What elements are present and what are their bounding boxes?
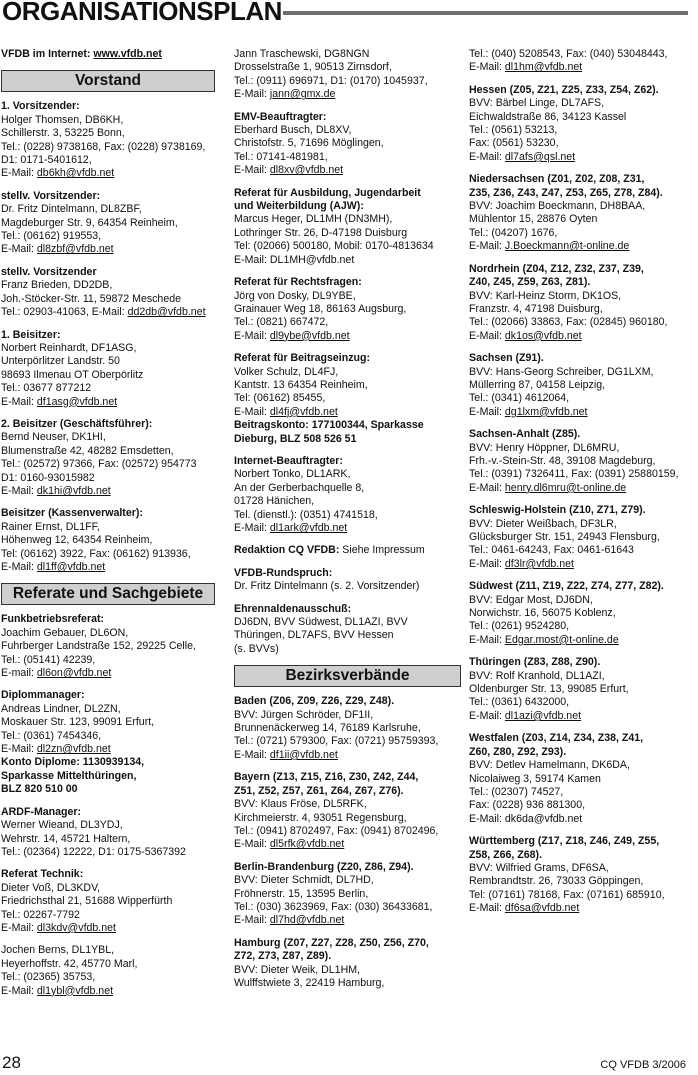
entry-line: Tel.: (0261) 9524280, [469, 620, 570, 633]
entry-line: Tel.: (0561) 53213, [469, 124, 558, 137]
entry-line: Tel.: 03677 877212 [1, 382, 92, 395]
email-line [469, 240, 698, 253]
email-link[interactable]: dl1hm@vfdb.net [504, 61, 583, 74]
entry-line: Rembrandtstr. 26, 73033 Göppingen, [469, 875, 644, 888]
entry-line: Franz Brieden, DD2DB, [1, 279, 113, 292]
org-entry [1, 613, 229, 680]
entry-line: Tel.: (0361) 7454346, [1, 729, 102, 742]
internet-label: VFDB im Internet: [1, 48, 91, 60]
entry-heading: Referat für Beitragseinzug: [234, 352, 370, 365]
org-entry [469, 656, 698, 723]
email-line [469, 61, 698, 74]
email-label: E-Mail: [234, 88, 270, 101]
entry-line: Frh.-v.-Stein-Str. 48, 39108 Magdeburg, [469, 454, 656, 467]
entry-line: BVV: Hans-Georg Schreiber, DG1LXM, [469, 365, 654, 378]
email-label: E-Mail: [1, 743, 37, 756]
entry-heading: Niedersachsen (Z01, Z02, Z08, Z31, [469, 173, 645, 186]
entry-line: Dieter Voß, DL3KDV, [1, 881, 101, 894]
entry-heading: Baden (Z06, Z09, Z26, Z29, Z48). [234, 695, 395, 708]
email-label: E-Mail: [469, 405, 505, 418]
redaktion-label: Redaktion CQ VFDB: [234, 544, 340, 557]
entry-line: BVV: Edgar Most, DJ6DN, [469, 593, 593, 606]
email-link[interactable]: dl6on@vfdb.net [36, 667, 112, 680]
account-line: Dieburg, BLZ 508 526 51 [234, 432, 357, 445]
org-entry [469, 173, 698, 253]
column-1 [1, 48, 229, 1007]
email-label: E-Mail: [469, 61, 505, 74]
entry-heading: Z58, Z66, Z68). [469, 848, 543, 861]
entry-line: BVV: Dieter Schmidt, DL7HD, [234, 874, 374, 887]
email-line [469, 558, 698, 571]
email-link[interactable]: dl9ybe@vfdb.net [269, 329, 350, 342]
entry-line: Unterpörlitzer Landstr. 50 [1, 355, 120, 368]
entry-heading: Sachsen-Anhalt (Z85). [469, 428, 581, 441]
email-link[interactable]: jann@gmx.de [269, 88, 336, 101]
email-link[interactable]: dl1ff@vfdb.net [36, 561, 106, 573]
email-label: E-Mail: [1, 167, 37, 180]
entry-line: Tel.: (0821) 667472, [234, 316, 329, 329]
entry-line: Werner Wieand, DL3YDJ, [1, 819, 123, 832]
email-link[interactable]: dl8xv@vfdb.net [269, 164, 344, 177]
email-link[interactable]: dl7afs@qsl.net [504, 150, 576, 163]
entry-line: Tel.: (0911) 696971, D1: (0170) 1045937, [234, 74, 428, 87]
entry-line: Tel.: (02364) 12222, D1: 0175-5367392 [1, 845, 186, 858]
entry-line: Moskauer Str. 123, 99091 Erfurt, [1, 716, 155, 729]
org-entry [469, 732, 698, 826]
entry-line: D1: 0160-93015982 [1, 471, 95, 484]
vorstand-list [1, 100, 229, 574]
email-label: E-Mail: [234, 914, 270, 927]
email-line [1, 561, 229, 574]
referate-list-continued [234, 111, 464, 536]
email-label: E-Mail: [469, 633, 505, 646]
entry-line: Tel.: (0361) 6432000, [469, 696, 570, 709]
email-link[interactable]: dl1azi@vfdb.net [504, 709, 582, 722]
email-link[interactable]: dl8zbf@vfdb.net [36, 243, 114, 256]
org-entry [1, 100, 229, 180]
entry-heading: Diplommanager: [1, 689, 85, 702]
account-line: Beitragskonto: 177100344, Sparkasse [234, 419, 424, 432]
entry-line: Tel.: (02365) 35753, [1, 971, 96, 984]
entry-line: Tel.: 02267-7792 [1, 908, 80, 921]
email-label: E-mail: [1, 667, 37, 680]
entry-line: Mühlentor 15, 28876 Oyten [469, 213, 598, 226]
redaktion-entry [234, 544, 464, 557]
org-entry [469, 263, 698, 343]
title-rule [283, 11, 688, 15]
entry-line: Tel.: (05141) 42239, [1, 653, 96, 666]
email-line [234, 164, 464, 177]
email-line [1, 396, 229, 409]
entry-heading: Funkbetriebsreferat: [1, 613, 105, 626]
entry-line: Tel: (07161) 78168, Fax: (07161) 685910, [469, 888, 665, 901]
account-line: BLZ 820 510 00 [1, 783, 78, 796]
entry-line: Tel.: (0721) 579300, Fax: (0721) 95759393, [234, 735, 439, 748]
email-link[interactable]: dl5rfk@vfdb.net [269, 838, 345, 851]
entry-heading: 2. Beisitzer (Geschäftsführer): [1, 417, 153, 430]
entry-heading: Westfalen (Z03, Z14, Z34, Z38, Z41, [469, 732, 644, 745]
email-line [469, 482, 698, 495]
email-line [1, 306, 229, 319]
org-entry [1, 689, 229, 796]
org-entry [234, 352, 464, 446]
entry-line: Fröhnerstr. 15, 13595 Berlin, [234, 887, 369, 900]
entry-line: Tel.: (04207) 1676, [469, 226, 558, 239]
email-link[interactable]: J.Boeckmann@t-online.de [504, 240, 630, 253]
entry-line: Fax: (0228) 936 881300, [469, 799, 586, 812]
entry-line: BVV: Dieter Weik, DL1HM, [234, 963, 360, 976]
email-link[interactable]: dl4fj@vfdb.net [269, 405, 338, 418]
entry-line: Magdeburger Str. 9, 64354 Reinheim, [1, 216, 178, 229]
entry-heading: stellv. Vorsitzender: [1, 189, 101, 202]
column-2 [234, 48, 464, 999]
email-line [1, 743, 229, 756]
entry-line: BVV: Rolf Kranhold, DL1AZI, [469, 669, 605, 682]
email-line [1, 922, 229, 935]
magazine-issue: CQ VFDB 3/2006 [600, 1059, 686, 1071]
email-label: E-Mail: [469, 329, 505, 342]
entry-heading: Z40, Z45, Z59, Z63, Z81). [469, 276, 591, 289]
email-line [469, 406, 698, 419]
entry-heading: Sachsen (Z91). [469, 352, 544, 365]
entry-line: Tel. (dienstl.): (0351) 4741518, [234, 508, 378, 521]
email-line [234, 406, 464, 419]
org-entry [234, 567, 464, 594]
email-line [234, 522, 464, 535]
email-link[interactable]: df6sa@vfdb.net [504, 902, 580, 915]
entry-line: BVV: Detlev Hamelmann, DK6DA, [469, 759, 630, 772]
entry-line: Eberhard Busch, DL8XV, [234, 124, 352, 137]
page-title: ORGANISATIONSPLAN [2, 0, 282, 26]
entry-line: Grainauer Weg 18, 86163 Augsburg, [234, 302, 407, 315]
email-label: Tel.: 02903-41063, E-Mail: [1, 306, 128, 319]
entry-heading: ARDF-Manager: [1, 805, 82, 818]
email-line [469, 151, 698, 164]
entry-line: 01728 Hänichen, [234, 495, 315, 508]
org-entry [234, 455, 464, 535]
org-entry [234, 187, 464, 267]
entry-line: Blumenstraße 42, 48282 Emsdetten, [1, 444, 174, 457]
email-line [1, 485, 229, 498]
email-label: E-Mail: [469, 150, 505, 163]
email-link[interactable]: dl2zn@vfdb.net [36, 743, 111, 756]
entry-heading: EMV-Beauftragter: [234, 110, 327, 123]
email-label: E-Mail: [1, 243, 37, 256]
email-link[interactable]: Edgar.most@t-online.de [504, 633, 619, 646]
entry-line: Tel: (06162) 3922, Fax: (06162) 913936, [1, 547, 191, 560]
org-entry [1, 868, 229, 935]
entry-heading: Thüringen (Z83, Z88, Z90). [469, 656, 601, 669]
entry-line: BVV: Bärbel Linge, DL7AFS, [469, 97, 605, 110]
email-line [469, 330, 698, 343]
entry-line: Tel.: (06162) 919553, [1, 230, 102, 243]
entry-heading: Beisitzer (Kassenverwalter): [1, 507, 143, 520]
entry-heading: Nordrhein (Z04, Z12, Z32, Z37, Z39, [469, 262, 644, 275]
entry-heading: VFDB-Rundspruch: [234, 566, 333, 579]
email-label: E-Mail: [234, 522, 270, 534]
entry-heading: Z35, Z36, Z43, Z47, Z53, Z65, Z78, Z84). [469, 186, 663, 199]
org-entry [1, 944, 229, 998]
org-entry [1, 806, 229, 860]
org-entry [1, 266, 229, 320]
email-link[interactable]: db6kh@vfdb.net [36, 167, 115, 180]
email-link[interactable]: henry.dl6mru@t-online.de [504, 481, 627, 494]
entry-line: BVV: Jürgen Schröder, DF1II, [234, 708, 374, 721]
continued-entry [234, 48, 464, 102]
entry-line: Glücksburger Str. 151, 24943 Flensburg, [469, 531, 660, 543]
org-entry [234, 111, 464, 178]
entry-line: Lothringer Str. 26, D-47198 Duisburg [234, 226, 408, 239]
entry-line: Kirchmeierstr. 4, 93051 Regensburg, [234, 811, 407, 824]
email-label: E-Mail: [1, 984, 37, 997]
org-entry [469, 504, 698, 571]
entry-line: Müllerring 87, 04158 Leipzig, [469, 378, 606, 391]
org-entry [1, 190, 229, 257]
org-entry [234, 695, 464, 762]
entry-heading: Referat Technik: [1, 868, 84, 881]
entry-line: Bernd Neuser, DK1HI, [1, 431, 106, 444]
section-heading-bezirksverbaende: Bezirksverbände [234, 665, 461, 687]
entry-line: Tel.: (0941) 8702497, Fax: (0941) 8702496, [234, 824, 439, 837]
entry-heading: Württemberg (Z17, Z18, Z46, Z49, Z55, [469, 835, 660, 848]
page-number: 28 [2, 1053, 21, 1072]
entry-heading: Hessen (Z05, Z21, Z25, Z33, Z54, Z62). [469, 83, 659, 96]
org-entry [469, 835, 698, 915]
entry-line: Oldenburger Str. 13, 99085 Erfurt, [469, 683, 629, 696]
entry-heading: 1. Vorsitzender: [1, 100, 80, 113]
entry-heading: Schleswig-Holstein (Z10, Z71, Z79). [469, 504, 646, 517]
entry-line: Norbert Reinhardt, DF1ASG, [1, 341, 137, 354]
entry-line: Holger Thomsen, DB6KH, [1, 113, 124, 126]
entry-line: Volker Schulz, DL4FJ, [234, 365, 339, 378]
entry-line: Norbert Tonko, DL1ARK, [234, 468, 351, 481]
entry-heading: Z51, Z52, Z57, Z61, Z64, Z67, Z76). [234, 784, 404, 797]
entry-line: Thüringen, DL7AFS, BVV Hessen [234, 629, 394, 642]
entry-line: Tel.: (02066) 33863, Fax: (02845) 960180, [469, 316, 668, 329]
entry-line: Franzstr. 4, 47198 Duisburg, [469, 302, 603, 315]
account-line: Konto Diplome: 1130939134, [1, 756, 145, 769]
entry-line: Fuhrberger Landstraße 152, 29225 Celle, [1, 640, 196, 653]
org-entry [1, 507, 229, 574]
email-line [234, 330, 464, 343]
entry-line: Joh.-Stöcker-Str. 11, 59872 Meschede [1, 292, 181, 305]
entry-line: E-Mail: DL1MH@vfdb.net [234, 253, 355, 266]
entry-line: Eichwaldstraße 86, 34123 Kassel [469, 110, 627, 123]
entry-heading: und Weiterbildung (AJW): [234, 200, 364, 213]
email-line [234, 838, 464, 851]
entry-line: Tel.: (02307) 74527, [469, 785, 564, 798]
entry-line: Norwichstr. 16, 56075 Koblenz, [469, 607, 616, 620]
entry-heading: Berlin-Brandenburg (Z20, Z86, Z94). [234, 860, 414, 873]
email-label: E-Mail: [1, 484, 37, 497]
email-label: E-Mail: [469, 902, 505, 915]
account-line: Sparkasse Mittelthüringen, [1, 769, 137, 782]
column-3 [469, 48, 698, 925]
entry-line: (s. BVVs) [234, 642, 279, 655]
bezirke-list [234, 695, 464, 990]
entry-line: BVV: Joachim Boeckmann, DH8BAA, [469, 200, 646, 213]
email-label: E-Mail: [234, 164, 270, 177]
email-label: E-Mail: [1, 395, 37, 408]
email-label: E-Mail: [469, 557, 505, 570]
entry-line: Tel.: 07141-481981, [234, 150, 328, 163]
section-heading-vorstand: Vorstand [1, 70, 215, 92]
email-link[interactable]: dg1lxm@vfdb.net [504, 405, 588, 418]
email-link[interactable]: dl1ybl@vfdb.net [36, 984, 114, 997]
org-entry [1, 418, 229, 498]
entry-line: Joachim Gebauer, DL6ON, [1, 626, 129, 639]
entry-line: Höhenweg 12, 64354 Reinheim, [1, 534, 153, 547]
email-link[interactable]: dk1os@vfdb.net [504, 329, 582, 342]
email-label: E-Mail: [469, 481, 505, 494]
entry-heading: Hamburg (Z07, Z27, Z28, Z50, Z56, Z70, [234, 936, 429, 949]
email-line [1, 167, 229, 180]
org-entry [234, 937, 464, 991]
email-line [234, 914, 464, 927]
email-line [469, 634, 698, 647]
entry-line: Tel: (02066) 500180, Mobil: 0170-4813634 [234, 240, 434, 253]
entry-line: Wulffstwiete 3, 22419 Hamburg, [234, 976, 385, 989]
entry-line: Jörg von Dosky, DL9YBE, [234, 289, 356, 302]
entry-line: Tel.: 0461-64243, Fax: 0461-61643 [469, 544, 634, 557]
entry-line: Tel.: (02572) 97366, Fax: (02572) 954773 [1, 458, 197, 471]
entry-line: Wehrstr. 14, 45721 Haltern, [1, 832, 131, 845]
entry-line: Brunnenäckerweg 14, 76189 Karlsruhe, [234, 722, 421, 735]
column-2-continuation [234, 48, 464, 102]
entry-line: Christofstr. 5, 71696 Möglingen, [234, 137, 384, 150]
entry-line: Fax: (0561) 53230, [469, 137, 559, 150]
email-label: E-Mail: [1, 921, 37, 934]
entry-line: Tel.: (0228) 9738168, Fax: (0228) 9738169, [1, 140, 206, 153]
entry-line: Rainer Ernst, DL1FF, [1, 520, 100, 533]
org-entry [469, 84, 698, 164]
entry-line: An der Gerberbachquelle 8, [234, 481, 365, 494]
email-label: E-Mail: [1, 561, 37, 573]
entry-line: Tel.: (0391) 7326411, Fax: (0391) 25880159, [469, 468, 679, 481]
email-label: E-Mail: [469, 240, 505, 253]
entry-heading: Bayern (Z13, Z15, Z16, Z30, Z42, Z44, [234, 771, 419, 784]
entry-line: D1: 0171-5401612, [1, 154, 92, 167]
org-entry [469, 428, 698, 495]
email-line [469, 902, 698, 915]
redaktion-text: Siehe Impressum [339, 544, 425, 557]
entry-line: Tel.: (030) 3623969, Fax: (030) 36433681, [234, 900, 433, 913]
entry-line: Dr. Fritz Dintelmann (s. 2. Vorsitzender) [234, 580, 420, 593]
org-entry [234, 276, 464, 343]
email-line [234, 88, 464, 101]
referate-list [1, 613, 229, 998]
entry-line: Tel: (06162) 85455, [234, 392, 326, 405]
entry-line: DJ6DN, BVV Südwest, DL1AZI, BVV [234, 616, 408, 629]
entry-line: BVV: Dieter Weißbach, DF3LR, [469, 517, 617, 530]
column-3-continuation [469, 48, 698, 75]
email-label: E-Mail: [234, 838, 270, 851]
entry-line: Schillerstr. 3, 53225 Bonn, [1, 127, 125, 140]
email-line [1, 243, 229, 256]
entry-line: Tel.: (0341) 4612064, [469, 392, 570, 405]
org-entry [469, 580, 698, 647]
entry-line: Kantstr. 13 64354 Reinheim, [234, 378, 368, 391]
email-line [1, 985, 229, 998]
entry-line: 98693 Ilmenau OT Oberpörlitz [1, 368, 144, 381]
org-entry [234, 603, 464, 657]
email-link[interactable]: df1ii@vfdb.net [269, 748, 338, 761]
entry-heading: Südwest (Z11, Z19, Z22, Z74, Z77, Z82). [469, 580, 664, 593]
entry-line: Nicolaiweg 3, 59174 Kamen [469, 772, 601, 785]
org-entry [234, 771, 464, 851]
email-label: E-Mail: [234, 329, 270, 342]
email-link[interactable]: dk1hi@vfdb.net [36, 484, 111, 497]
email-link[interactable]: dl7hd@vfdb.net [269, 914, 345, 927]
email-link[interactable]: dl3kdv@vfdb.net [36, 921, 116, 934]
email-link[interactable]: dd2db@vfdb.net [127, 306, 206, 319]
entry-line: Drosselstraße 1, 90513 Zirnsdorf, [234, 61, 392, 74]
org-entry [1, 329, 229, 409]
continued-entry [469, 48, 698, 75]
email-label: E-Mail: [469, 709, 505, 722]
internet-line [1, 48, 229, 61]
entry-heading: Ehrennaldenausschuß: [234, 602, 352, 615]
entry-heading: stellv. Vorsitzender [1, 265, 97, 278]
bezirke-list-continued [469, 84, 698, 916]
ehrenrat-entry [234, 603, 464, 657]
website-link[interactable]: www.vfdb.net [93, 48, 162, 60]
entry-heading: 1. Beisitzer: [1, 328, 61, 341]
email-link[interactable]: df3lr@vfdb.net [504, 557, 574, 570]
entry-heading: Referat für Rechtsfragen: [234, 276, 362, 289]
entry-line: E-Mail: dk6da@vfdb.net [469, 812, 583, 825]
org-entry [469, 352, 698, 419]
entry-line: Jann Traschewski, DG8NGN [234, 48, 370, 60]
email-line [234, 749, 464, 762]
email-link[interactable]: df1asg@vfdb.net [36, 395, 118, 408]
entry-heading: Referat für Ausbildung, Jugendarbeit [234, 186, 421, 199]
entry-line: BVV: Wilfried Grams, DF6SA, [469, 861, 609, 874]
entry-heading: Z72, Z73, Z87, Z89). [234, 950, 332, 963]
entry-line: Andreas Lindner, DL2ZN, [1, 702, 121, 715]
entry-line: Friedrichsthal 21, 51688 Wipperfürth [1, 895, 173, 908]
entry-line: Marcus Heger, DL1MH (DN3MH), [234, 213, 393, 226]
email-label: E-Mail: [234, 748, 270, 761]
entry-heading: Internet-Beauftragter: [234, 454, 343, 467]
email-label: E-Mail: [234, 405, 270, 418]
entry-line: BVV: Klaus Fröse, DL5RFK, [234, 798, 367, 811]
entry-line: Jochen Berns, DL1YBL, [1, 944, 115, 957]
entry-line: Dr. Fritz Dintelmann, DL8ZBF, [1, 203, 142, 216]
entry-line: BVV: Karl-Heinz Storm, DK1OS, [469, 289, 622, 302]
section-heading-referate: Referate und Sachgebiete [1, 583, 215, 605]
email-line [469, 710, 698, 723]
entry-line: Tel.: (040) 5208543, Fax: (040) 53048443, [469, 48, 668, 60]
entry-line: BVV: Henry Höppner, DL6MRU, [469, 441, 620, 454]
rundspruch-entry [234, 567, 464, 594]
entry-heading: Z60, Z80, Z92, Z93). [469, 745, 567, 758]
email-link[interactable]: dl1ark@vfdb.net [269, 522, 348, 534]
entry-line: Heyerhoffstr. 42, 45770 Marl, [1, 957, 138, 970]
org-entry [234, 861, 464, 928]
email-line [1, 667, 229, 680]
